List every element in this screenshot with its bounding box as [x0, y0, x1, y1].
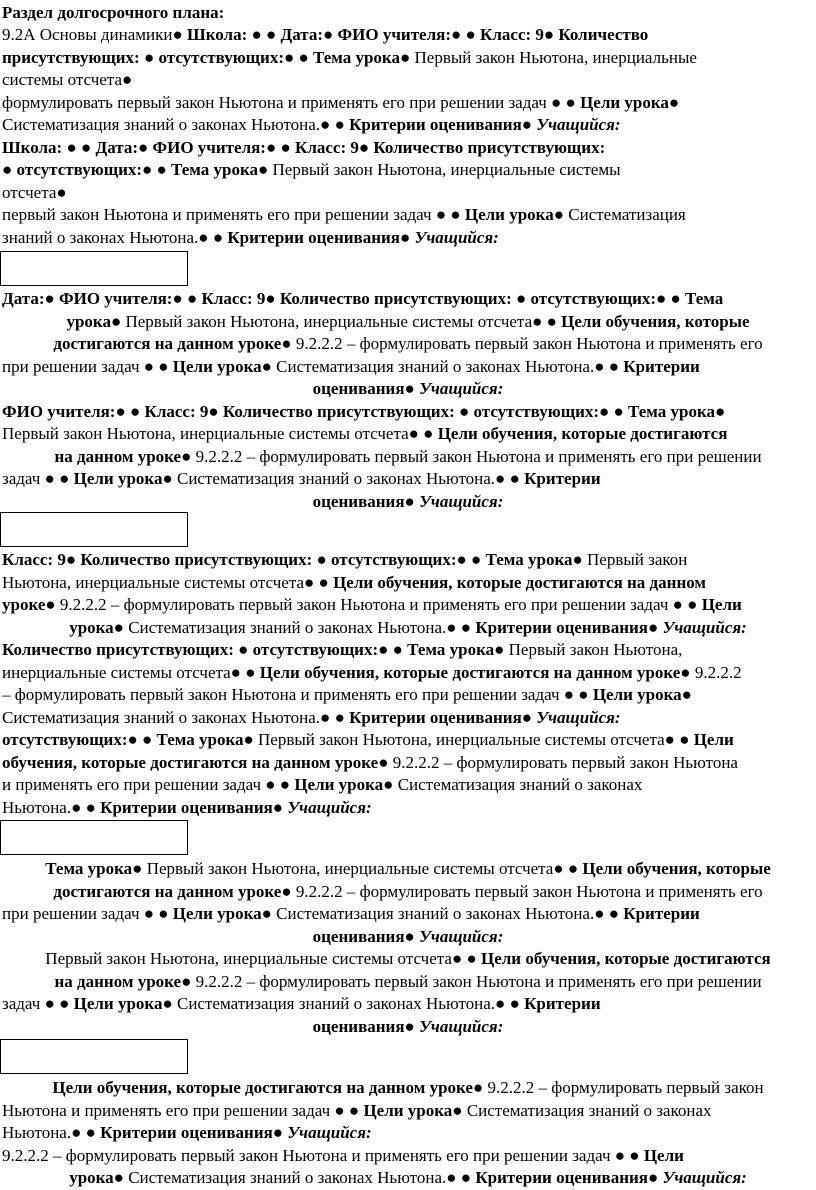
- text-segment: Цели урока●: [172, 356, 277, 376]
- text-line: [0, 491, 816, 514]
- text-segment: и применять его при решении задач ● ●: [2, 775, 295, 794]
- text-segment: ● Цели обучения, которые: [546, 311, 750, 331]
- text-line: [0, 182, 816, 205]
- text-segment: Систематизация: [568, 205, 686, 224]
- text-segment: Цели урока●: [592, 685, 692, 704]
- text-segment: Учащийся:: [662, 617, 747, 637]
- text-segment: Систематизация знаний о законах Ньютона.● ●: [128, 617, 476, 637]
- text-segment: на данном уроке●: [54, 971, 196, 991]
- text-line: [0, 903, 816, 926]
- text-line: [0, 1016, 816, 1039]
- block-5: [0, 1077, 816, 1190]
- text-segment: – формулировать первый закон Ньютона и применять его при решении задач ● ●: [2, 685, 593, 704]
- text-line: [0, 378, 816, 401]
- text-segment: урока●: [69, 617, 129, 637]
- text-line: [0, 971, 816, 994]
- text-segment: Первый закон Ньютона, инерциальные: [414, 47, 697, 67]
- text-line: [0, 948, 816, 971]
- text-line: [0, 926, 816, 949]
- text-segment: уроке●: [2, 595, 60, 614]
- text-segment: Цели: [701, 595, 742, 614]
- text-line: [0, 594, 816, 617]
- text-segment: Учащийся:: [419, 491, 504, 511]
- text-line: [0, 858, 816, 881]
- text-segment: Первый закон Ньютона,: [508, 640, 683, 659]
- text-segment: Критерии оценивания●: [349, 707, 537, 727]
- block-1: [0, 24, 816, 249]
- empty-input-box-2[interactable]: [0, 512, 188, 547]
- text-segment: Систематизация знаний о законах: [397, 775, 643, 794]
- text-segment: Критерии оценивания●: [349, 115, 537, 134]
- text-line: [0, 92, 816, 115]
- text-segment: первый закон Ньютона и применять его при решении задач ● ●: [2, 205, 465, 224]
- empty-input-box-1[interactable]: [0, 251, 188, 286]
- text-segment: Количество присутствующих: ● отсутствующих:● ● Тема урока●: [2, 640, 509, 659]
- text-segment: Систематизация знаний о законах Ньютона.● ●: [128, 1168, 476, 1187]
- text-line: [0, 356, 816, 379]
- text-segment: 9.2.2.2 – формулировать первый закон Ньютона и применять его при решении задач ● ●: [2, 1145, 644, 1165]
- text-segment: ● отсутствующих:● ● Тема урока●: [2, 160, 273, 179]
- text-line: [0, 401, 816, 424]
- text-segment: Первый закон Ньютона, инерциальные системы отсчета●: [258, 730, 680, 749]
- text-segment: Систематизация знаний о законах Ньютона.● ●: [177, 994, 525, 1013]
- text-segment: достигаются на данном уроке●: [53, 334, 296, 353]
- text-segment: Критерии оценивания●: [475, 617, 663, 637]
- text-line: [0, 572, 816, 595]
- text-segment: отсутствующих:● ● Тема урока●: [2, 730, 259, 749]
- text-line: [0, 468, 816, 491]
- text-segment: отсчета●: [2, 182, 67, 202]
- text-segment: 9.2.2.2 – формулировать первый закон: [487, 1078, 764, 1097]
- text-line: [0, 311, 816, 334]
- text-segment: Дата:● ФИО учителя:● ● Класс: 9● Количество присутствующих: ● отсутствующих:● ● Тема: [2, 289, 724, 308]
- text-segment: урока●: [69, 1168, 129, 1187]
- text-segment: Учащийся:: [287, 797, 372, 817]
- text-segment: системы отсчета●: [2, 70, 133, 89]
- text-segment: оценивания●: [312, 491, 420, 511]
- text-segment: Школа: ● ● Дата:● ФИО учителя:● ● Класс: 9● Количество: [187, 25, 649, 44]
- text-segment: 9.2.2.2 – формулировать первый закон Ньютона и применять его: [295, 334, 763, 353]
- text-segment: Критерии оценивания●: [227, 227, 415, 247]
- text-segment: Критерии оценивания●: [100, 797, 288, 817]
- text-segment: 9.2.2.2 – формулировать первый закон Ньютона и применять его при решении: [195, 971, 762, 991]
- block-4: [0, 858, 816, 1038]
- text-segment: Критерии: [524, 994, 601, 1013]
- text-segment: Критерии: [524, 469, 601, 488]
- text-segment: ● Цели: [679, 730, 734, 749]
- text-segment: оценивания●: [312, 379, 420, 398]
- text-segment: Первый закон Ньютона, инерциальные системы отсчета●: [125, 311, 547, 331]
- text-line: [0, 707, 816, 730]
- text-segment: Ньютона.● ●: [2, 1123, 101, 1142]
- text-segment: задач ● ●: [2, 469, 74, 488]
- text-line: [0, 1145, 816, 1168]
- text-line: [0, 204, 816, 227]
- text-segment: Первый закон Ньютона, инерциальные системы отсчета●: [146, 859, 568, 878]
- text-segment: Школа: ● ● Дата:● ФИО учителя:● ● Класс: 9● Количество присутствующих:: [2, 137, 606, 157]
- text-segment: инерциальные системы отсчета●: [2, 662, 246, 682]
- text-line: [0, 729, 816, 752]
- text-segment: при решении задач ● ●: [2, 356, 173, 376]
- text-line: [0, 24, 816, 47]
- text-segment: 9.2А Основы динамики●: [2, 25, 188, 44]
- text-segment: Систематизация знаний о законах Ньютона.● ●: [2, 707, 350, 727]
- text-segment: Цели обучения, которые достигаются на данном уроке●: [52, 1078, 488, 1097]
- text-segment: ФИО учителя:● ● Класс: 9● Количество присутствующих: ● отсутствующих:● ● Тема урока●: [2, 401, 726, 421]
- text-segment: ● Цели обучения, которые достигаются: [466, 949, 771, 968]
- text-segment: 9.2.2.2 – формулировать первый закон Ньютона и применять его при решении задач ● ●: [59, 595, 702, 614]
- text-segment: при решении задач ● ●: [2, 904, 173, 923]
- text-segment: Цели урока●: [172, 904, 277, 923]
- text-line: [0, 1077, 816, 1100]
- text-segment: Систематизация знаний о законах Ньютона.● ●: [276, 356, 624, 376]
- text-segment: Первый закон Ньютона, инерциальные системы отсчета●: [45, 949, 467, 968]
- text-segment: Критерии оценивания●: [475, 1168, 663, 1187]
- text-segment: урока●: [66, 311, 126, 331]
- text-segment: Цели урока●: [73, 994, 177, 1013]
- text-segment: Цели урока●: [363, 1100, 467, 1120]
- text-segment: присутствующих: ● отсутствующих:● ● Тема урока●: [2, 47, 415, 67]
- text-line: [0, 639, 816, 662]
- text-line: [0, 684, 816, 707]
- text-segment: Класс: 9● Количество присутствующих: ● отсутствующих:● ● Тема урока●: [2, 550, 588, 569]
- text-segment: Систематизация знаний о законах Ньютона.● ●: [177, 469, 525, 488]
- text-segment: 9.2.2.2: [694, 662, 742, 682]
- text-segment: Первый закон Ньютона, инерциальные системы отсчета●: [2, 424, 424, 443]
- text-segment: Учащийся:: [419, 1016, 504, 1036]
- text-segment: 9.2.2.2 – формулировать первый закон Ньютона: [392, 752, 738, 772]
- text-segment: Систематизация знаний о законах Ньютона.● ●: [276, 904, 624, 923]
- text-segment: Учащийся:: [419, 926, 504, 946]
- text-line: [0, 797, 816, 820]
- text-segment: Ньютона и применять его при решении задач ● ●: [2, 1100, 364, 1120]
- text-segment: Критерии оценивания●: [100, 1123, 288, 1142]
- text-segment: 9.2.2.2 – формулировать первый закон Ньютона и применять его: [295, 881, 763, 901]
- text-segment: Цели урока●: [580, 92, 680, 112]
- text-line: [0, 549, 816, 572]
- text-segment: Критерии: [623, 356, 700, 376]
- text-segment: Учащийся:: [536, 115, 621, 134]
- text-line: [0, 423, 816, 446]
- document-heading: [0, 2, 816, 25]
- text-segment: оценивания●: [312, 1016, 420, 1036]
- text-segment: Цели урока●: [294, 775, 398, 794]
- text-line: [0, 227, 816, 250]
- text-segment: Учащийся:: [419, 379, 504, 398]
- empty-input-box-4[interactable]: [0, 1039, 188, 1074]
- block-3: [0, 549, 816, 819]
- text-segment: Учащийся:: [662, 1168, 747, 1187]
- text-segment: формулировать первый закон Ньютона и применять его при решении задач ● ●: [2, 92, 581, 112]
- text-line: [0, 662, 816, 685]
- text-line: [0, 1122, 816, 1145]
- text-segment: Систематизация знаний о законах Ньютона.● ●: [2, 115, 350, 134]
- text-segment: оценивания●: [312, 926, 420, 946]
- text-line: [0, 159, 816, 182]
- text-line: [0, 774, 816, 797]
- text-line: [0, 69, 816, 92]
- text-segment: Цели урока●: [73, 469, 177, 488]
- text-segment: Систематизация знаний о законах: [466, 1100, 712, 1120]
- text-line: [0, 333, 816, 356]
- text-segment: Цели: [643, 1145, 684, 1165]
- text-segment: ● Цели обучения, которые достигаются на данном: [318, 572, 707, 592]
- text-line: [0, 1167, 816, 1190]
- text-segment: обучения, которые достигаются на данном уроке●: [2, 752, 393, 772]
- text-segment: достигаются на данном уроке●: [53, 881, 296, 901]
- section-heading: Раздел долгосрочного плана:: [2, 3, 225, 22]
- text-line: [0, 288, 816, 311]
- text-line: [0, 993, 816, 1016]
- text-line: [0, 1100, 816, 1123]
- text-segment: Первый закон Ньютона, инерциальные системы: [272, 160, 621, 179]
- text-segment: Учащийся:: [536, 707, 621, 727]
- text-line: [0, 47, 816, 70]
- text-segment: ● Цели обучения, которые достигаются: [423, 424, 728, 443]
- text-line: [0, 617, 816, 640]
- text-segment: ● Цели обучения, которые достигаются на данном уроке●: [245, 662, 695, 682]
- text-segment: Учащийся:: [414, 227, 499, 247]
- text-line: [0, 137, 816, 160]
- text-segment: знаний о законах Ньютона.● ●: [2, 227, 228, 247]
- text-segment: ● Цели обучения, которые: [567, 859, 771, 878]
- text-segment: Ньютона, инерциальные системы отсчета●: [2, 572, 319, 592]
- text-segment: задач ● ●: [2, 994, 74, 1013]
- text-line: [0, 446, 816, 469]
- text-segment: Тема урока●: [45, 859, 147, 878]
- text-segment: Цели урока●: [464, 205, 569, 224]
- text-segment: Ньютона.● ●: [2, 797, 101, 817]
- block-2: [0, 288, 816, 513]
- text-segment: Учащийся:: [287, 1123, 372, 1142]
- text-segment: 9.2.2.2 – формулировать первый закон Ньютона и применять его при решении: [195, 446, 762, 466]
- text-line: [0, 114, 816, 137]
- text-line: [0, 881, 816, 904]
- text-line: [0, 752, 816, 775]
- text-segment: Критерии: [623, 904, 700, 923]
- empty-input-box-3[interactable]: [0, 820, 188, 855]
- text-segment: на данном уроке●: [54, 446, 196, 466]
- text-segment: Первый закон: [587, 550, 688, 569]
